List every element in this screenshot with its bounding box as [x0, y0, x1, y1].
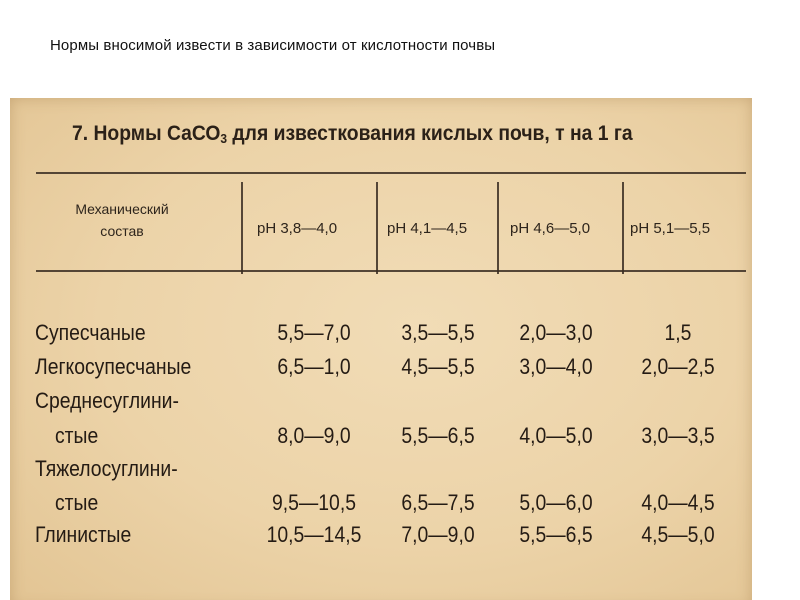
header-mech-line2: состав	[100, 223, 144, 239]
table-cell: 5,0—6,0	[519, 490, 593, 515]
table-top-rule	[36, 172, 746, 174]
table-cell: 8,0—9,0	[277, 423, 351, 448]
header-mech-line1: Механический	[75, 201, 169, 217]
table-cell: 5,5—6,5	[519, 522, 593, 547]
row-label: Супесчаные	[35, 320, 146, 345]
table-cell: 4,0—5,0	[519, 423, 593, 448]
table-header-rule	[36, 270, 746, 272]
table-cell: 7,0—9,0	[401, 522, 475, 547]
table-cell: 3,5—5,5	[401, 320, 475, 345]
caption-prefix: 7. Нормы СаСО	[72, 122, 221, 145]
column-divider	[622, 182, 624, 274]
row-label: Легкосупесчаные	[35, 354, 192, 379]
column-divider	[497, 182, 499, 274]
header-ph-col-1: pH 3,8—4,0	[257, 220, 338, 237]
row-label: Среднесуглини-	[35, 388, 179, 413]
header-mechanical-composition	[62, 198, 182, 242]
table-cell: 3,0—4,0	[519, 354, 593, 379]
table-cell: 2,0—3,0	[519, 320, 593, 345]
table-cell: 3,0—3,5	[641, 423, 715, 448]
row-label: Тяжелосуглини-	[35, 456, 178, 481]
slide-title: Нормы вносимой извести в зависимости от кислотности почвы	[50, 37, 496, 54]
caption-subscript: 3	[220, 131, 228, 146]
table-cell: 6,5—7,5	[401, 490, 475, 515]
table-cell: 10,5—14,5	[266, 522, 362, 547]
table-cell: 4,0—4,5	[641, 490, 715, 515]
row-label: Глинистые	[35, 522, 132, 547]
table-cell: 9,5—10,5	[272, 490, 356, 515]
column-divider	[376, 182, 378, 274]
row-label: стые	[55, 490, 99, 515]
row-label: стые	[55, 423, 99, 448]
scanned-table-image	[10, 98, 752, 600]
header-ph-col-3: pH 4,6—5,0	[510, 220, 591, 237]
header-ph-col-4: pH 5,1—5,5	[630, 220, 711, 237]
table-cell: 4,5—5,0	[641, 522, 715, 547]
table-cell: 2,0—2,5	[641, 354, 715, 379]
caption-suffix: для известкования кислых почв, т на 1 га	[227, 122, 633, 145]
table-cell: 1,5	[664, 320, 692, 345]
header-ph-col-2: pH 4,1—4,5	[387, 220, 468, 237]
table-cell: 4,5—5,5	[401, 354, 475, 379]
table-caption	[72, 122, 633, 146]
table-cell: 5,5—7,0	[277, 320, 351, 345]
column-divider	[241, 182, 243, 274]
table-cell: 6,5—1,0	[277, 354, 351, 379]
table-cell: 5,5—6,5	[401, 423, 475, 448]
